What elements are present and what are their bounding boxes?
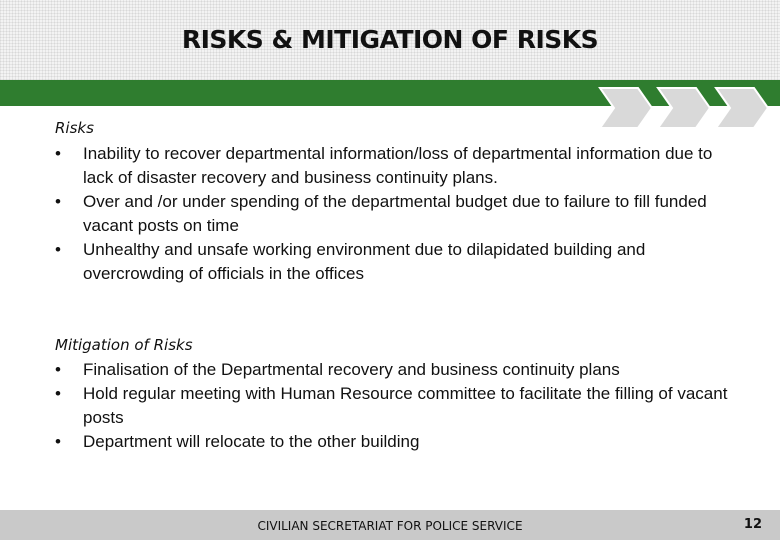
list-item-text: Department will relocate to the other building	[83, 432, 420, 451]
list-item	[55, 190, 745, 238]
chevron-icon	[658, 88, 710, 128]
bullet-icon: •	[55, 360, 61, 379]
mitigation-heading: Mitigation of Risks	[55, 336, 193, 354]
bullet-icon: •	[55, 192, 61, 211]
bullet-icon: •	[55, 240, 61, 259]
bullet-icon: •	[55, 144, 61, 163]
chevron-icon	[600, 88, 652, 128]
bullet-icon: •	[55, 384, 61, 403]
risks-list	[55, 142, 745, 286]
chevron-icon	[716, 88, 768, 128]
list-item-text: Unhealthy and unsafe working environment due to dilapidated building and overcrowding of officials in the offices	[83, 240, 646, 283]
list-item-text: Over and /or under spending of the departmental budget due to failure to fill funded vacant posts on time	[83, 192, 707, 235]
page-number: 12	[743, 517, 762, 532]
list-item	[55, 238, 745, 286]
risks-heading: Risks	[55, 119, 94, 137]
footer-text: CIVILIAN SECRETARIAT FOR POLICE SERVICE	[257, 519, 523, 533]
mitigation-list	[55, 358, 745, 454]
list-item-text: Inability to recover departmental information/loss of departmental information due to lack of disaster recovery and business continuity plans.	[83, 144, 713, 187]
list-item	[55, 430, 745, 454]
list-item-text: Hold regular meeting with Human Resource committee to facilitate the filling of vacant posts	[83, 384, 728, 427]
list-item	[55, 142, 745, 190]
chevron-decoration	[598, 86, 780, 130]
list-item	[55, 358, 745, 382]
list-item	[55, 382, 745, 430]
bullet-icon: •	[55, 432, 61, 451]
slide-title: RISKS & MITIGATION OF RISKS	[181, 25, 599, 54]
list-item-text: Finalisation of the Departmental recovery and business continuity plans	[83, 360, 620, 379]
